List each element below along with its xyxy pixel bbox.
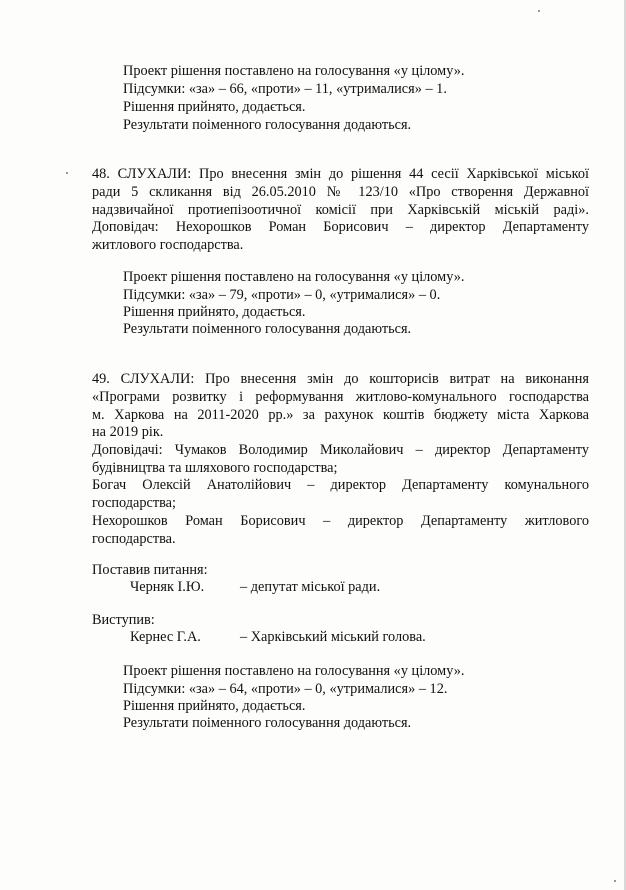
decision-text: Рішення прийнято, додається. bbox=[123, 304, 306, 320]
item49-speaker-line: Богач Олексій Анатолійович – директор Департаменту комунального bbox=[92, 477, 589, 493]
decision-text: Рішення прийнято, додається. bbox=[123, 99, 306, 115]
item48-speaker-line: житлового господарства. bbox=[92, 237, 244, 253]
item48-heading: 48. СЛУХАЛИ: Про внесення змін до рішення 44 сесії Харківської міської bbox=[92, 166, 589, 182]
item49-speaker-line: Доповідачі: Чумаков Володимир Миколайович – директор Департаменту bbox=[92, 442, 589, 458]
vote-results: Підсумки: «за» – 64, «проти» – 0, «утрималися» – 12. bbox=[123, 681, 448, 697]
item49-heading: 49. СЛУХАЛИ: Про внесення змін до кошторисів витрат на виконання bbox=[92, 371, 589, 387]
item49-speaker-line: Нехорошков Роман Борисович – директор Департаменту житлового bbox=[92, 513, 589, 529]
scan-speck bbox=[538, 10, 540, 12]
spoke-speaker-role: – Харківський міський голова. bbox=[240, 629, 426, 645]
question-speaker-name: Черняк І.Ю. bbox=[130, 579, 205, 595]
vote-statement: Проект рішення поставлено на голосування «у цілому». bbox=[123, 663, 465, 679]
question-speaker-role: – депутат міської ради. bbox=[240, 579, 381, 595]
item49-text-line: м. Харкова на 2011-2020 рр.» за рахунок коштів бюджету міста Харкова bbox=[92, 407, 589, 423]
spoke-speaker-name: Кернес Г.А. bbox=[130, 629, 201, 645]
spoke-label: Виступив: bbox=[92, 612, 155, 628]
vote-statement: Проект рішення поставлено на голосування «у цілому». bbox=[123, 269, 465, 285]
decision-text: Рішення прийнято, додається. bbox=[123, 698, 306, 714]
vote-results: Підсумки: «за» – 79, «проти» – 0, «утрималися» – 0. bbox=[123, 287, 441, 303]
item49-speaker-line: господарства; bbox=[92, 495, 176, 511]
vote-results: Підсумки: «за» – 66, «проти» – 11, «утрималися» – 1. bbox=[123, 81, 447, 97]
scan-speck bbox=[66, 172, 68, 174]
item48-text-line: ради 5 скликання від 26.05.2010 № 123/10 «Про створення Державної bbox=[92, 184, 589, 200]
roll-call-note: Результати поіменного голосування додаються. bbox=[123, 321, 412, 337]
roll-call-note: Результати поіменного голосування додаються. bbox=[123, 117, 412, 133]
question-label: Поставив питання: bbox=[92, 562, 208, 578]
item48-speaker-line: Доповідач: Нехорошков Роман Борисович – директор Департаменту bbox=[92, 219, 589, 235]
item49-text-line: «Програми розвитку і реформування житлово-комунального господарства bbox=[92, 389, 589, 405]
vote-statement: Проект рішення поставлено на голосування «у цілому». bbox=[123, 63, 465, 79]
roll-call-note: Результати поіменного голосування додаються. bbox=[123, 715, 412, 731]
item48-text-line: надзвичайної протиепізоотичної комісії при Харківській міській раді». bbox=[92, 202, 589, 218]
item49-speaker-line: будівництва та шляхового господарства; bbox=[92, 460, 338, 476]
item49-speaker-line: господарства. bbox=[92, 531, 176, 547]
scan-speck bbox=[614, 880, 616, 882]
item49-text-line: на 2019 рік. bbox=[92, 424, 164, 440]
